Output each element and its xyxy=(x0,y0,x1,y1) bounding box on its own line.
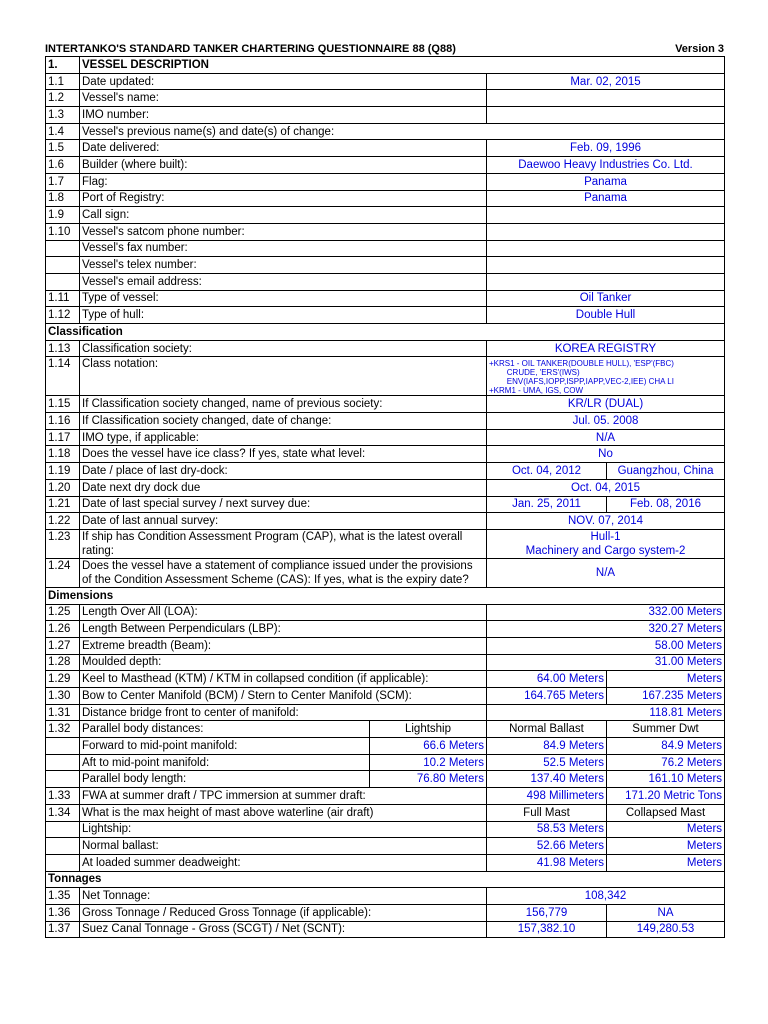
row-question: Date of last special survey / next survey due: xyxy=(80,496,487,513)
row-question: Flag: xyxy=(80,173,487,190)
row-value-1: 52.66 Meters xyxy=(487,838,607,855)
row-number: 1.16 xyxy=(46,413,80,430)
row-number: 1.19 xyxy=(46,463,80,480)
column-header-collapsed-mast: Collapsed Mast xyxy=(607,804,725,821)
row-question: Length Over All (LOA): xyxy=(80,604,487,621)
row-value-2: NA xyxy=(607,904,725,921)
row-value: No xyxy=(487,446,725,463)
table-row xyxy=(46,90,725,107)
column-header-full-mast: Full Mast xyxy=(487,804,607,821)
table-row xyxy=(46,904,725,921)
class-notation-value: +KRS1 - OIL TANKER(DOUBLE HULL), 'ESP'(FBC) CRUDE, 'ERS'(IWS) ENV(IAFS,IOPP,ISPP,IAPP,VEC-2,IEE) CHA LI +KRM1 - UMA, IGS, COW xyxy=(489,359,674,396)
row-value-line-2: Machinery and Cargo system-2 xyxy=(525,544,686,557)
row-number: 1.29 xyxy=(46,671,80,688)
table-row xyxy=(46,804,725,821)
column-header-lightship: Lightship xyxy=(370,721,487,738)
row-question xyxy=(80,558,487,587)
section-title: Tonnages xyxy=(46,871,725,888)
row-question: Date delivered: xyxy=(80,140,487,157)
row-value: NOV. 07, 2014 xyxy=(487,513,725,530)
column-header-summer-dwt: Summer Dwt xyxy=(607,721,725,738)
row-value-2: Meters xyxy=(607,671,725,688)
row-question: Normal ballast: xyxy=(80,838,487,855)
row-question: Vessel's name: xyxy=(80,90,487,107)
row-value: 118.81 Meters xyxy=(487,704,725,721)
row-number: 1.33 xyxy=(46,788,80,805)
row-value-1: Jan. 25, 2011 xyxy=(487,496,607,513)
row-value: Double Hull xyxy=(487,307,725,324)
row-question-line-2: of the Condition Assessment Scheme (CAS): If yes, what is the expiry date? xyxy=(82,573,469,586)
row-question: Vessel's fax number: xyxy=(80,240,487,257)
row-value xyxy=(487,240,725,257)
table-row xyxy=(46,496,725,513)
row-number: 1.26 xyxy=(46,621,80,638)
row-value-2: Feb. 08, 2016 xyxy=(607,496,725,513)
row-number xyxy=(46,273,80,290)
column-header-normal-ballast: Normal Ballast xyxy=(487,721,607,738)
table-row xyxy=(46,513,725,530)
table-row xyxy=(46,307,725,324)
row-question: Date of last annual survey: xyxy=(80,513,487,530)
table-row xyxy=(46,479,725,496)
row-value: KOREA REGISTRY xyxy=(487,340,725,357)
row-number: 1.30 xyxy=(46,688,80,705)
row-value-1: 41.98 Meters xyxy=(487,854,607,871)
row-number: 1.17 xyxy=(46,429,80,446)
row-number: 1.28 xyxy=(46,654,80,671)
table-row xyxy=(46,240,725,257)
row-value-1: 66.6 Meters xyxy=(370,738,487,755)
row-number: 1.14 xyxy=(46,357,80,396)
row-question-line-2: rating: xyxy=(82,544,114,557)
table-row xyxy=(46,190,725,207)
table-row xyxy=(46,223,725,240)
row-value: 31.00 Meters xyxy=(487,654,725,671)
row-value-2: Meters xyxy=(607,838,725,855)
row-value-1: Oct. 04, 2012 xyxy=(487,463,607,480)
row-question: Type of hull: xyxy=(80,307,487,324)
section-number: 1. xyxy=(46,57,80,74)
row-value-1: 58.53 Meters xyxy=(487,821,607,838)
table-row xyxy=(46,754,725,771)
row-value-1: 164.765 Meters xyxy=(487,688,607,705)
row-value: Feb. 09, 1996 xyxy=(487,140,725,157)
row-number: 1.22 xyxy=(46,513,80,530)
row-number xyxy=(46,738,80,755)
row-question: Moulded depth: xyxy=(80,654,487,671)
table-row xyxy=(46,788,725,805)
row-number: 1.7 xyxy=(46,173,80,190)
row-value: N/A xyxy=(487,429,725,446)
table-row xyxy=(46,73,725,90)
row-value-3: 84.9 Meters xyxy=(607,738,725,755)
row-number xyxy=(46,754,80,771)
row-question: If Classification society changed, name of previous society: xyxy=(80,396,487,413)
table-row xyxy=(46,704,725,721)
document-header xyxy=(45,43,724,57)
row-question: Does the vessel have ice class? If yes, state what level: xyxy=(80,446,487,463)
row-question: Distance bridge front to center of manifold: xyxy=(80,704,487,721)
table-row xyxy=(46,340,725,357)
row-question: Date / place of last dry-dock: xyxy=(80,463,487,480)
row-value xyxy=(487,223,725,240)
row-number: 1.1 xyxy=(46,73,80,90)
row-value: 332.00 Meters xyxy=(487,604,725,621)
row-value xyxy=(487,207,725,224)
row-value: Panama xyxy=(487,173,725,190)
row-number: 1.35 xyxy=(46,888,80,905)
row-question: Lightship: xyxy=(80,821,487,838)
row-number: 1.9 xyxy=(46,207,80,224)
row-question: Call sign: xyxy=(80,207,487,224)
row-number: 1.25 xyxy=(46,604,80,621)
row-number xyxy=(46,240,80,257)
row-number xyxy=(46,771,80,788)
row-question: Date updated: xyxy=(80,73,487,90)
table-row xyxy=(46,157,725,174)
table-row xyxy=(46,173,725,190)
row-question: IMO number: xyxy=(80,107,487,124)
row-question: Vessel's satcom phone number: xyxy=(80,223,487,240)
row-value-1: 76.80 Meters xyxy=(370,771,487,788)
row-number: 1.11 xyxy=(46,290,80,307)
table-row xyxy=(46,207,725,224)
table-row xyxy=(46,558,725,587)
row-value: 320.27 Meters xyxy=(487,621,725,638)
row-number: 1.36 xyxy=(46,904,80,921)
table-row xyxy=(46,838,725,855)
row-value-2: 84.9 Meters xyxy=(487,738,607,755)
row-number: 1.8 xyxy=(46,190,80,207)
table-row xyxy=(46,621,725,638)
row-number: 1.15 xyxy=(46,396,80,413)
row-question: Vessel's email address: xyxy=(80,273,487,290)
table-row xyxy=(46,721,725,738)
row-question-line-1: If ship has Condition Assessment Program (CAP), what is the latest overall xyxy=(82,530,463,543)
table-row xyxy=(46,123,725,140)
row-question: Type of vessel: xyxy=(80,290,487,307)
row-number: 1.34 xyxy=(46,804,80,821)
table-row xyxy=(46,273,725,290)
row-question: Parallel body distances: xyxy=(80,721,370,738)
table-row xyxy=(46,654,725,671)
row-number: 1.18 xyxy=(46,446,80,463)
table-row xyxy=(46,671,725,688)
row-value: N/A xyxy=(487,558,725,587)
row-value-3: 161.10 Meters xyxy=(607,771,725,788)
table-row xyxy=(46,463,725,480)
row-value-1: 156,779 xyxy=(487,904,607,921)
row-number xyxy=(46,257,80,274)
table-row xyxy=(46,257,725,274)
row-number: 1.12 xyxy=(46,307,80,324)
table-row xyxy=(46,357,725,396)
row-number: 1.37 xyxy=(46,921,80,938)
row-question: Extreme breadth (Beam): xyxy=(80,637,487,654)
row-question: Gross Tonnage / Reduced Gross Tonnage (if applicable): xyxy=(80,904,487,921)
table-row xyxy=(46,413,725,430)
table-row xyxy=(46,821,725,838)
row-value: Oct. 04, 2015 xyxy=(487,479,725,496)
row-value-2: Meters xyxy=(607,821,725,838)
row-number: 1.27 xyxy=(46,637,80,654)
row-value-line-1: Hull-1 xyxy=(590,530,621,543)
table-row xyxy=(46,604,725,621)
row-question: FWA at summer draft / TPC immersion at summer draft: xyxy=(80,788,487,805)
row-number: 1.20 xyxy=(46,479,80,496)
row-value-2: 171.20 Metric Tons xyxy=(607,788,725,805)
section-row xyxy=(46,57,725,74)
row-value-1: 157,382.10 xyxy=(487,921,607,938)
table-row xyxy=(46,446,725,463)
row-value-2: 167.235 Meters xyxy=(607,688,725,705)
table-row xyxy=(46,637,725,654)
section-title: Dimensions xyxy=(46,587,725,604)
row-value xyxy=(487,529,725,558)
row-value-3: 76.2 Meters xyxy=(607,754,725,771)
row-question-line-1: Does the vessel have a statement of compliance issued under the provisions xyxy=(82,559,473,572)
row-question: Net Tonnage: xyxy=(80,888,487,905)
table-row xyxy=(46,396,725,413)
section-row xyxy=(46,871,725,888)
table-row xyxy=(46,921,725,938)
section-title: VESSEL DESCRIPTION xyxy=(80,57,725,74)
row-question: What is the max height of mast above waterline (air draft) xyxy=(80,804,487,821)
row-question: IMO type, if applicable: xyxy=(80,429,487,446)
row-number xyxy=(46,854,80,871)
row-number: 1.6 xyxy=(46,157,80,174)
table-row xyxy=(46,290,725,307)
row-question: Parallel body length: xyxy=(80,771,370,788)
row-value: Oil Tanker xyxy=(487,290,725,307)
row-question: Length Between Perpendiculars (LBP): xyxy=(80,621,487,638)
row-question: Class notation: xyxy=(80,357,487,396)
row-number xyxy=(46,838,80,855)
row-value xyxy=(487,107,725,124)
row-question: Port of Registry: xyxy=(80,190,487,207)
row-value-1: 64.00 Meters xyxy=(487,671,607,688)
row-question: Keel to Masthead (KTM) / KTM in collapsed condition (if applicable): xyxy=(80,671,487,688)
table-row xyxy=(46,771,725,788)
row-value: Mar. 02, 2015 xyxy=(487,73,725,90)
table-row xyxy=(46,854,725,871)
document-title: INTERTANKO'S STANDARD TANKER CHARTERING QUESTIONNAIRE 88 (Q88) xyxy=(45,43,456,55)
row-number: 1.23 xyxy=(46,529,80,558)
row-value: 58.00 Meters xyxy=(487,637,725,654)
table-row xyxy=(46,688,725,705)
row-number: 1.13 xyxy=(46,340,80,357)
row-question: Date next dry dock due xyxy=(80,479,487,496)
row-value: KR/LR (DUAL) xyxy=(487,396,725,413)
row-number: 1.24 xyxy=(46,558,80,587)
row-question: Classification society: xyxy=(80,340,487,357)
row-question: Suez Canal Tonnage - Gross (SCGT) / Net (SCNT): xyxy=(80,921,487,938)
section-row xyxy=(46,587,725,604)
table-row xyxy=(46,429,725,446)
row-number xyxy=(46,821,80,838)
row-value-1: 498 Millimeters xyxy=(487,788,607,805)
section-title: Classification xyxy=(46,324,725,341)
row-value: Daewoo Heavy Industries Co. Ltd. xyxy=(487,157,725,174)
row-number: 1.3 xyxy=(46,107,80,124)
row-number: 1.10 xyxy=(46,223,80,240)
row-number: 1.4 xyxy=(46,123,80,140)
row-number: 1.5 xyxy=(46,140,80,157)
row-value: Panama xyxy=(487,190,725,207)
row-value-2: Guangzhou, China xyxy=(607,463,725,480)
row-value xyxy=(487,257,725,274)
row-question xyxy=(80,529,487,558)
row-question: Bow to Center Manifold (BCM) / Stern to Center Manifold (SCM): xyxy=(80,688,487,705)
row-question: Aft to mid-point manifold: xyxy=(80,754,370,771)
row-number: 1.2 xyxy=(46,90,80,107)
table-row xyxy=(46,888,725,905)
row-value-2: Meters xyxy=(607,854,725,871)
row-value: 108,342 xyxy=(487,888,725,905)
questionnaire-table xyxy=(45,56,725,938)
row-question: Forward to mid-point manifold: xyxy=(80,738,370,755)
row-value-1: 10.2 Meters xyxy=(370,754,487,771)
table-row xyxy=(46,140,725,157)
row-question: Vessel's previous name(s) and date(s) of change: xyxy=(80,123,725,140)
row-number: 1.21 xyxy=(46,496,80,513)
row-value-2: 137.40 Meters xyxy=(487,771,607,788)
row-number: 1.31 xyxy=(46,704,80,721)
table-row xyxy=(46,529,725,558)
row-value: Jul. 05. 2008 xyxy=(487,413,725,430)
row-number: 1.32 xyxy=(46,721,80,738)
row-value-2: 52.5 Meters xyxy=(487,754,607,771)
row-question: Builder (where built): xyxy=(80,157,487,174)
row-value-2: 149,280.53 xyxy=(607,921,725,938)
table-row xyxy=(46,107,725,124)
row-question: If Classification society changed, date of change: xyxy=(80,413,487,430)
row-value xyxy=(487,90,725,107)
row-question: At loaded summer deadweight: xyxy=(80,854,487,871)
row-question: Vessel's telex number: xyxy=(80,257,487,274)
row-value xyxy=(487,273,725,290)
table-row xyxy=(46,738,725,755)
document-version: Version 3 xyxy=(675,43,724,55)
section-row xyxy=(46,324,725,341)
